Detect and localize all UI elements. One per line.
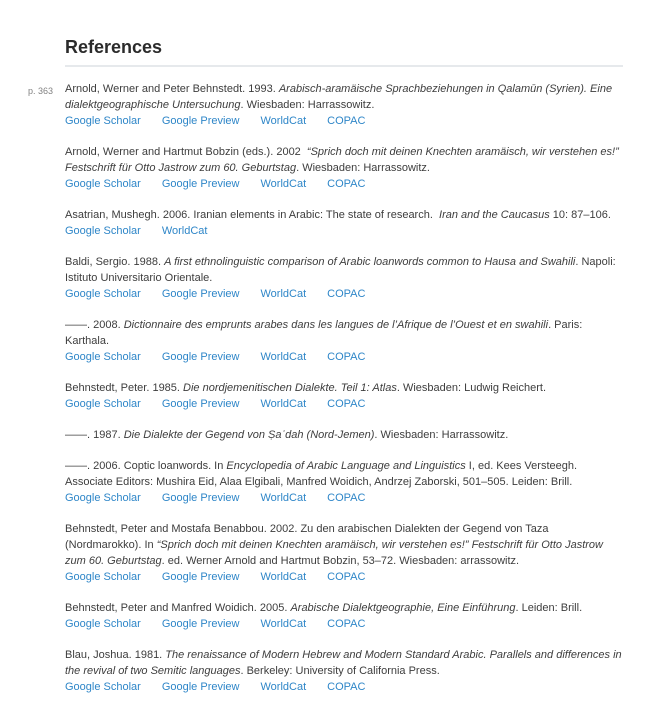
citation-text: . ed. Werner Arnold and Hartmut Bobzin, 53–72. Wiesbaden: arrassowitz. — [161, 555, 520, 567]
worldcat-link[interactable]: WorldCat — [260, 398, 307, 410]
citation-text: 10: 87–106. — [549, 209, 611, 221]
copac-link[interactable]: COPAC — [327, 398, 366, 410]
reference-citation — [65, 458, 625, 490]
reference-entry — [65, 207, 625, 239]
reference-links-row — [65, 616, 625, 632]
reference-entry — [65, 427, 625, 443]
reference-entry — [65, 254, 625, 302]
google-scholar-link[interactable]: Google Scholar — [65, 288, 141, 300]
citation-text: Behnstedt, Peter and Mostafa Benabbou. 2002. Zu den arabischen Dialekten der Gegend von Taza (Nordmarokko). In — [65, 523, 549, 551]
copac-link[interactable]: COPAC — [327, 618, 366, 630]
reference-links-row — [65, 490, 625, 506]
reference-entry — [65, 458, 625, 506]
citation-title-italic: The renaissance of Modern Hebrew and Modern Standard Arabic. Parallels and differences in the revival of two Semitic languages — [65, 649, 622, 677]
reference-entry — [65, 317, 625, 365]
citation-text: . Berkeley: University of California Press. — [240, 665, 440, 677]
reference-citation — [65, 521, 625, 569]
reference-citation — [65, 207, 625, 223]
google-preview-link[interactable]: Google Preview — [161, 492, 240, 504]
title-divider — [65, 65, 623, 67]
citation-text: . Wiesbaden: Harrassowitz. — [296, 162, 430, 174]
copac-link[interactable]: COPAC — [327, 288, 366, 300]
citation-title-italic: Die nordjemenitischen Dialekte. Teil 1: Atlas — [183, 382, 397, 394]
worldcat-link[interactable]: WorldCat — [260, 681, 307, 693]
citation-title-italic: Dictionnaire des emprunts arabes dans les langues de l’Afrique de l’Ouest et en swahili — [123, 319, 549, 331]
google-scholar-link[interactable]: Google Scholar — [65, 618, 141, 630]
google-preview-link[interactable]: Google Preview — [161, 398, 240, 410]
reference-links-row — [65, 396, 625, 412]
citation-text: Behnstedt, Peter and Manfred Woidich. 2005. — [65, 602, 291, 614]
google-scholar-link[interactable]: Google Scholar — [65, 492, 141, 504]
references-page — [0, 36, 662, 721]
citation-text: . Wiesbaden: Harrassowitz. — [240, 99, 375, 111]
citation-text: ——. 2006. Coptic loanwords. In — [65, 460, 227, 472]
reference-entry — [65, 380, 625, 412]
reference-citation — [65, 144, 625, 176]
worldcat-link[interactable]: WorldCat — [260, 178, 307, 190]
references-content — [65, 36, 625, 695]
citation-text: Behnstedt, Peter. 1985. — [65, 382, 184, 394]
reference-links-row — [65, 569, 625, 585]
worldcat-link[interactable]: WorldCat — [260, 288, 307, 300]
google-preview-link[interactable]: Google Preview — [161, 618, 240, 630]
reference-links-row — [65, 223, 625, 239]
google-preview-link[interactable]: Google Preview — [161, 571, 240, 583]
reference-citation — [65, 254, 625, 286]
reference-links-row — [65, 113, 625, 129]
google-scholar-link[interactable]: Google Scholar — [65, 398, 141, 410]
copac-link[interactable]: COPAC — [327, 681, 366, 693]
reference-entry — [65, 647, 625, 695]
copac-link[interactable]: COPAC — [327, 571, 366, 583]
reference-links-row — [65, 286, 625, 302]
copac-link[interactable]: COPAC — [327, 115, 366, 127]
reference-links-row — [65, 679, 625, 695]
google-scholar-link[interactable]: Google Scholar — [65, 681, 141, 693]
google-preview-link[interactable]: Google Preview — [161, 178, 240, 190]
citation-title-italic: Arabisch-aramäische Sprachbeziehungen in Qalamūn (Syrien). Eine dialektgeographische Untersuchung — [65, 83, 613, 111]
copac-link[interactable]: COPAC — [327, 492, 366, 504]
citation-text: I, ed. Kees Versteegh. Associate Editors: Mushira Eid, Alaa Elgibali, Manfred Woidich, Andrzej Zaborski, 501–505. Leiden: Brill. — [65, 460, 578, 488]
reference-citation — [65, 380, 625, 396]
reference-citation — [65, 647, 625, 679]
citation-text: Arnold, Werner and Peter Behnstedt. 1993. — [65, 83, 279, 95]
citation-text: Arnold, Werner and Hartmut Bobzin (eds.). 2002 — [65, 146, 307, 158]
citation-title-italic: Iran and the Caucasus — [439, 209, 550, 221]
citation-text: . Leiden: Brill. — [515, 602, 583, 614]
reference-citation — [65, 427, 625, 443]
citation-text: . Napoli: Istituto Universitario Orientale. — [65, 256, 616, 284]
google-scholar-link[interactable]: Google Scholar — [65, 178, 141, 190]
google-preview-link[interactable]: Google Preview — [161, 288, 240, 300]
reference-links-row — [65, 349, 625, 365]
worldcat-link[interactable]: WorldCat — [161, 225, 208, 237]
worldcat-link[interactable]: WorldCat — [260, 618, 307, 630]
citation-text: . Wiesbaden: Ludwig Reichert. — [396, 382, 547, 394]
citation-title-italic: Arabische Dialektgeographie, Eine Einführung — [290, 602, 516, 614]
reference-links-row — [65, 176, 625, 192]
worldcat-link[interactable]: WorldCat — [260, 571, 307, 583]
citation-title-italic: “Sprich doch mit deinen Knechten aramäisch, wir verstehen es!” Festschrift für Otto Jastrow zum 60. Geburtstag — [65, 146, 619, 174]
google-scholar-link[interactable]: Google Scholar — [65, 571, 141, 583]
worldcat-link[interactable]: WorldCat — [260, 115, 307, 127]
worldcat-link[interactable]: WorldCat — [260, 351, 307, 363]
google-preview-link[interactable]: Google Preview — [161, 681, 240, 693]
citation-title-italic: Die Dialekte der Gegend von Ṣaʿdah (Nord-Jemen) — [123, 429, 375, 441]
reference-entry — [65, 144, 625, 192]
page-title: References — [65, 37, 163, 57]
citation-text: ——. 2008. — [65, 319, 124, 331]
google-scholar-link[interactable]: Google Scholar — [65, 225, 141, 237]
reference-entry — [65, 521, 625, 585]
citation-text: . Wiesbaden: Harrassowitz. — [374, 429, 509, 441]
citation-text: Asatrian, Mushegh. 2006. Iranian elements in Arabic: The state of research. — [65, 209, 440, 221]
citation-text: Blau, Joshua. 1981. — [65, 649, 166, 661]
reference-citation — [65, 600, 625, 616]
citation-text: . Paris: Karthala. — [65, 319, 583, 347]
reference-citation — [65, 81, 625, 113]
copac-link[interactable]: COPAC — [327, 351, 366, 363]
reference-citation — [65, 317, 625, 349]
google-scholar-link[interactable]: Google Scholar — [65, 351, 141, 363]
google-preview-link[interactable]: Google Preview — [161, 351, 240, 363]
reference-entry — [65, 81, 625, 129]
citation-text: Baldi, Sergio. 1988. — [65, 256, 165, 268]
citation-title-italic: “Sprich doch mit deinen Knechten aramäisch, wir verstehen es!” Festschrift für Otto Jastrow zum 60. Geburtstag — [65, 539, 603, 567]
google-scholar-link[interactable]: Google Scholar — [65, 115, 141, 127]
google-preview-link[interactable]: Google Preview — [161, 115, 240, 127]
citation-title-italic: Encyclopedia of Arabic Language and Linguistics — [226, 460, 466, 472]
page-number-label: p. 363 — [28, 86, 54, 96]
citation-title-italic: A first ethnolinguistic comparison of Arabic loanwords common to Hausa and Swahili — [164, 256, 576, 268]
citation-text: ——. 1987. — [65, 429, 124, 441]
copac-link[interactable]: COPAC — [327, 178, 366, 190]
references-list — [65, 81, 625, 695]
worldcat-link[interactable]: WorldCat — [260, 492, 307, 504]
reference-entry — [65, 600, 625, 632]
